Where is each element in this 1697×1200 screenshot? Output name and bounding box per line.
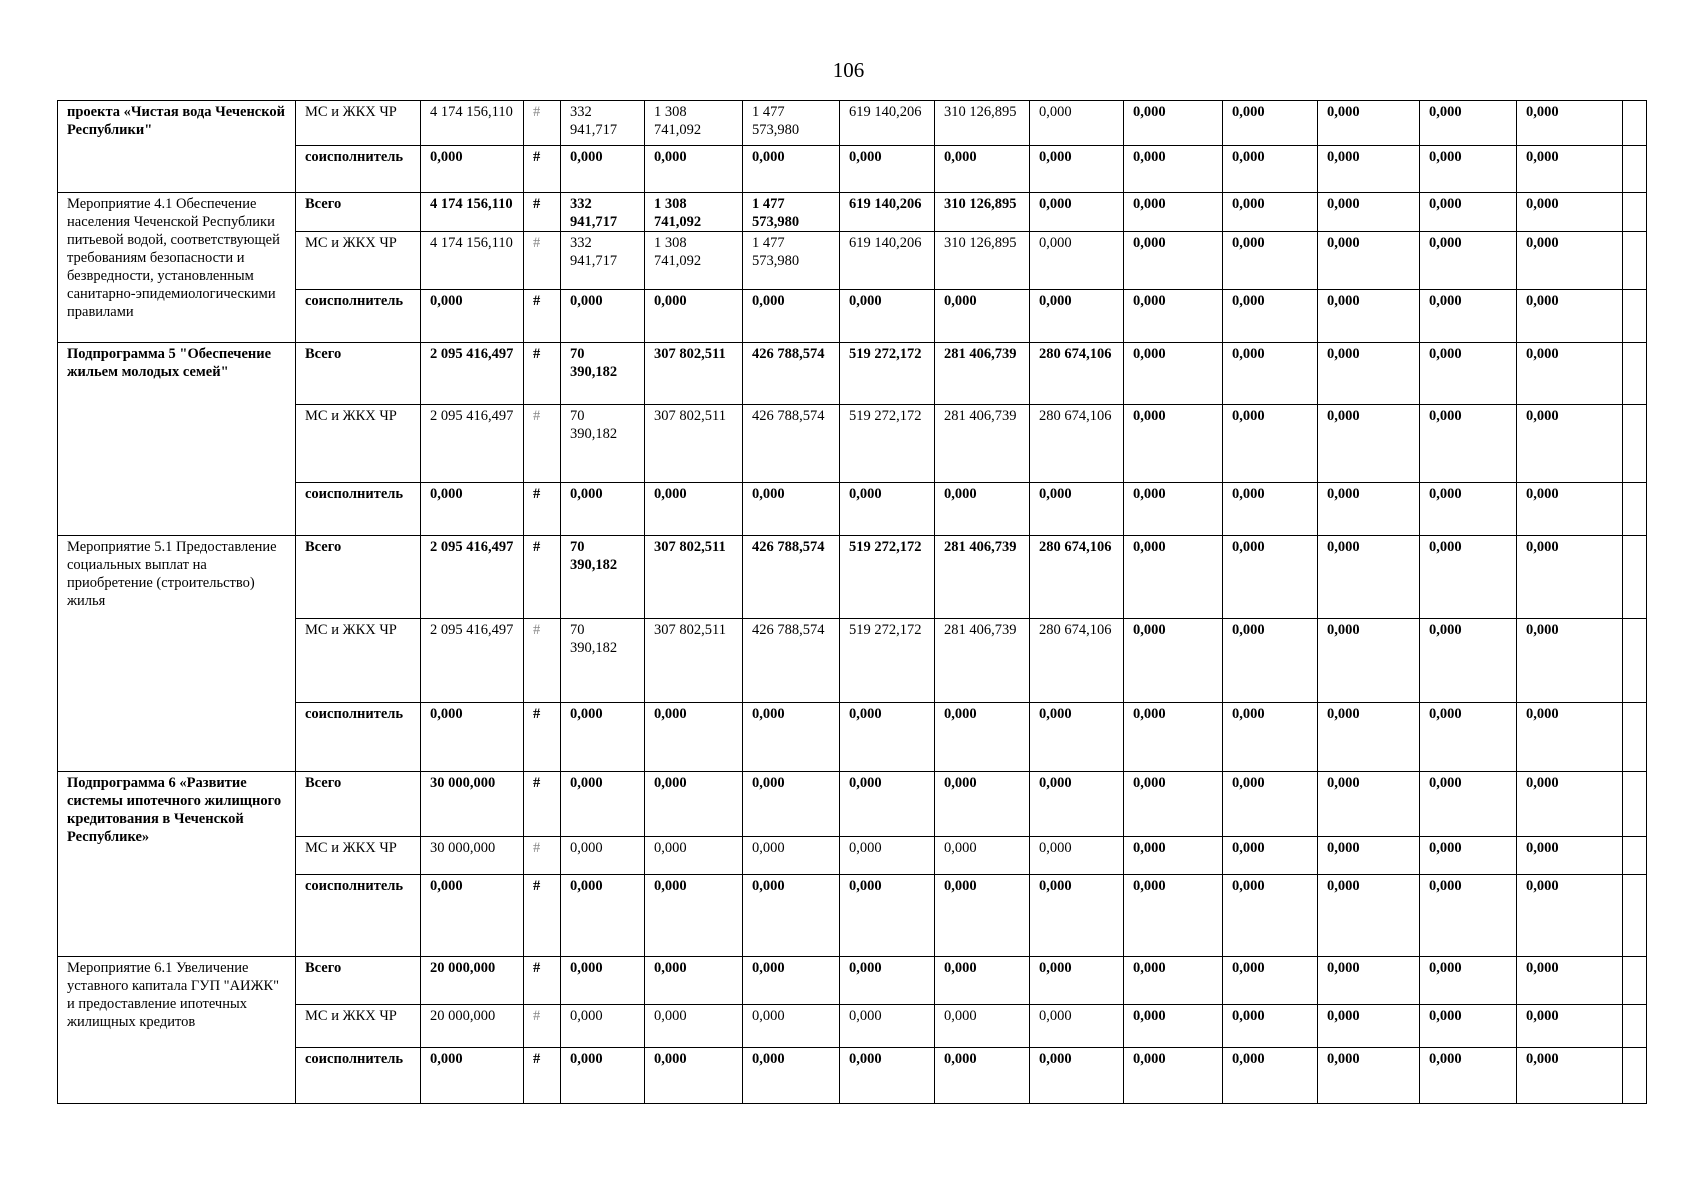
year-amount-cell: 1 477 573,980 <box>743 101 840 146</box>
funding-source-cell: соисполнитель <box>296 1048 421 1104</box>
total-amount-cell: 4 174 156,110 <box>421 101 524 146</box>
year-amount-cell: 0,000 <box>1420 193 1517 232</box>
year-amount-cell: 0,000 <box>840 1005 935 1048</box>
year-amount-cell: 0,000 <box>935 875 1030 957</box>
year-amount-cell: 0,000 <box>1318 101 1420 146</box>
year-amount-cell: 0,000 <box>1223 703 1318 772</box>
year-amount-cell: 0,000 <box>1030 232 1124 290</box>
year-amount-cell: 0,000 <box>1124 101 1223 146</box>
year-amount-cell: 0,000 <box>1318 146 1420 193</box>
year-amount-cell: 0,000 <box>743 703 840 772</box>
year-amount-cell: 0,000 <box>1030 483 1124 536</box>
year-amount-cell: 0,000 <box>1030 146 1124 193</box>
marker-cell: # <box>524 343 561 405</box>
year-amount-cell: 70 390,182 <box>561 343 645 405</box>
year-amount-cell: 332 941,717 <box>561 232 645 290</box>
funding-source-cell: МС и ЖКХ ЧР <box>296 101 421 146</box>
marker-cell: # <box>524 1048 561 1104</box>
empty-cell <box>1623 1005 1647 1048</box>
year-amount-cell: 0,000 <box>840 146 935 193</box>
budget-table <box>57 100 1647 1104</box>
year-amount-cell: 0,000 <box>1030 875 1124 957</box>
year-amount-cell: 0,000 <box>1124 772 1223 837</box>
year-amount-cell: 0,000 <box>1030 1005 1124 1048</box>
year-amount-cell: 0,000 <box>1420 1005 1517 1048</box>
year-amount-cell: 0,000 <box>561 290 645 343</box>
funding-source-cell: соисполнитель <box>296 483 421 536</box>
table-row <box>58 957 1647 1005</box>
table-row <box>58 1005 1647 1048</box>
year-amount-cell: 1 308 741,092 <box>645 193 743 232</box>
table-row <box>58 483 1647 536</box>
year-amount-cell: 332 941,717 <box>561 101 645 146</box>
year-amount-cell: 0,000 <box>1318 703 1420 772</box>
year-amount-cell: 0,000 <box>743 483 840 536</box>
year-amount-cell: 0,000 <box>1517 232 1623 290</box>
year-amount-cell: 0,000 <box>645 875 743 957</box>
year-amount-cell: 0,000 <box>1420 405 1517 483</box>
year-amount-cell: 0,000 <box>935 772 1030 837</box>
year-amount-cell: 519 272,172 <box>840 536 935 619</box>
year-amount-cell: 0,000 <box>1030 837 1124 875</box>
year-amount-cell: 0,000 <box>1030 1048 1124 1104</box>
year-amount-cell: 0,000 <box>1223 1048 1318 1104</box>
year-amount-cell: 0,000 <box>1223 146 1318 193</box>
year-amount-cell: 0,000 <box>1420 483 1517 536</box>
year-amount-cell: 0,000 <box>1420 101 1517 146</box>
year-amount-cell: 0,000 <box>1030 772 1124 837</box>
year-amount-cell: 0,000 <box>743 957 840 1005</box>
funding-source-cell: МС и ЖКХ ЧР <box>296 837 421 875</box>
funding-source-cell: Всего <box>296 536 421 619</box>
year-amount-cell: 0,000 <box>935 290 1030 343</box>
year-amount-cell: 0,000 <box>1030 957 1124 1005</box>
year-amount-cell: 0,000 <box>561 146 645 193</box>
year-amount-cell: 0,000 <box>645 483 743 536</box>
year-amount-cell: 0,000 <box>1420 837 1517 875</box>
empty-cell <box>1623 232 1647 290</box>
funding-source-cell: Всего <box>296 193 421 232</box>
year-amount-cell: 0,000 <box>1223 837 1318 875</box>
year-amount-cell: 0,000 <box>561 772 645 837</box>
year-amount-cell: 0,000 <box>1517 1005 1623 1048</box>
table-row <box>58 875 1647 957</box>
year-amount-cell: 0,000 <box>935 837 1030 875</box>
table-row <box>58 837 1647 875</box>
year-amount-cell: 426 788,574 <box>743 619 840 703</box>
table-row <box>58 232 1647 290</box>
empty-cell <box>1623 837 1647 875</box>
empty-cell <box>1623 1048 1647 1104</box>
table-row <box>58 772 1647 837</box>
year-amount-cell: 0,000 <box>1318 290 1420 343</box>
year-amount-cell: 0,000 <box>1124 837 1223 875</box>
year-amount-cell: 0,000 <box>935 483 1030 536</box>
funding-source-cell: соисполнитель <box>296 290 421 343</box>
total-amount-cell: 0,000 <box>421 146 524 193</box>
empty-cell <box>1623 290 1647 343</box>
year-amount-cell: 0,000 <box>1223 101 1318 146</box>
empty-cell <box>1623 146 1647 193</box>
marker-cell: # <box>524 1005 561 1048</box>
year-amount-cell: 0,000 <box>1318 772 1420 837</box>
year-amount-cell: 0,000 <box>1517 405 1623 483</box>
year-amount-cell: 0,000 <box>1420 957 1517 1005</box>
year-amount-cell: 0,000 <box>645 146 743 193</box>
table-row <box>58 536 1647 619</box>
year-amount-cell: 0,000 <box>743 290 840 343</box>
year-amount-cell: 0,000 <box>1223 619 1318 703</box>
year-amount-cell: 619 140,206 <box>840 193 935 232</box>
year-amount-cell: 0,000 <box>1030 193 1124 232</box>
year-amount-cell: 0,000 <box>1318 483 1420 536</box>
funding-source-cell: МС и ЖКХ ЧР <box>296 619 421 703</box>
year-amount-cell: 0,000 <box>1124 405 1223 483</box>
year-amount-cell: 0,000 <box>1318 536 1420 619</box>
year-amount-cell: 0,000 <box>1420 290 1517 343</box>
year-amount-cell: 0,000 <box>743 875 840 957</box>
program-name-cell: Мероприятие 5.1 Предоставление социальных выплат на приобретение (строительство) жилья <box>58 536 296 772</box>
year-amount-cell: 0,000 <box>1318 837 1420 875</box>
empty-cell <box>1623 343 1647 405</box>
marker-cell: # <box>524 837 561 875</box>
year-amount-cell: 0,000 <box>1517 483 1623 536</box>
program-name-cell: проекта «Чистая вода Чеченской Республики" <box>58 101 296 193</box>
funding-source-cell: МС и ЖКХ ЧР <box>296 1005 421 1048</box>
empty-cell <box>1623 483 1647 536</box>
year-amount-cell: 0,000 <box>561 875 645 957</box>
year-amount-cell: 280 674,106 <box>1030 405 1124 483</box>
year-amount-cell: 0,000 <box>561 1048 645 1104</box>
year-amount-cell: 280 674,106 <box>1030 536 1124 619</box>
year-amount-cell: 0,000 <box>1420 619 1517 703</box>
year-amount-cell: 0,000 <box>1420 343 1517 405</box>
year-amount-cell: 0,000 <box>1420 875 1517 957</box>
year-amount-cell: 0,000 <box>1124 1005 1223 1048</box>
year-amount-cell: 0,000 <box>1420 536 1517 619</box>
total-amount-cell: 4 174 156,110 <box>421 193 524 232</box>
funding-source-cell: МС и ЖКХ ЧР <box>296 405 421 483</box>
year-amount-cell: 0,000 <box>561 1005 645 1048</box>
year-amount-cell: 619 140,206 <box>840 232 935 290</box>
marker-cell: # <box>524 405 561 483</box>
year-amount-cell: 0,000 <box>1517 772 1623 837</box>
marker-cell: # <box>524 193 561 232</box>
year-amount-cell: 310 126,895 <box>935 101 1030 146</box>
year-amount-cell: 0,000 <box>1420 772 1517 837</box>
year-amount-cell: 0,000 <box>1517 193 1623 232</box>
empty-cell <box>1623 875 1647 957</box>
total-amount-cell: 0,000 <box>421 703 524 772</box>
marker-cell: # <box>524 290 561 343</box>
year-amount-cell: 0,000 <box>1318 1048 1420 1104</box>
year-amount-cell: 281 406,739 <box>935 405 1030 483</box>
year-amount-cell: 0,000 <box>645 1048 743 1104</box>
year-amount-cell: 0,000 <box>1124 146 1223 193</box>
year-amount-cell: 0,000 <box>1517 101 1623 146</box>
year-amount-cell: 0,000 <box>1517 837 1623 875</box>
year-amount-cell: 0,000 <box>561 483 645 536</box>
program-name-cell: Мероприятие 6.1 Увеличение уставного капитала ГУП "АИЖК" и предоставление ипотечных жилищных кредитов <box>58 957 296 1104</box>
marker-cell: # <box>524 957 561 1005</box>
marker-cell: # <box>524 536 561 619</box>
total-amount-cell: 30 000,000 <box>421 837 524 875</box>
table-row <box>58 343 1647 405</box>
year-amount-cell: 0,000 <box>645 957 743 1005</box>
year-amount-cell: 0,000 <box>1517 703 1623 772</box>
total-amount-cell: 2 095 416,497 <box>421 536 524 619</box>
empty-cell <box>1623 619 1647 703</box>
marker-cell: # <box>524 875 561 957</box>
year-amount-cell: 0,000 <box>743 837 840 875</box>
year-amount-cell: 0,000 <box>1517 536 1623 619</box>
year-amount-cell: 281 406,739 <box>935 619 1030 703</box>
year-amount-cell: 0,000 <box>1318 193 1420 232</box>
year-amount-cell: 0,000 <box>1318 405 1420 483</box>
funding-source-cell: соисполнитель <box>296 703 421 772</box>
year-amount-cell: 0,000 <box>1517 146 1623 193</box>
year-amount-cell: 0,000 <box>645 837 743 875</box>
year-amount-cell: 0,000 <box>1124 703 1223 772</box>
year-amount-cell: 0,000 <box>1420 703 1517 772</box>
total-amount-cell: 4 174 156,110 <box>421 232 524 290</box>
year-amount-cell: 0,000 <box>1223 290 1318 343</box>
year-amount-cell: 0,000 <box>840 957 935 1005</box>
year-amount-cell: 0,000 <box>1420 146 1517 193</box>
year-amount-cell: 0,000 <box>1517 1048 1623 1104</box>
year-amount-cell: 307 802,511 <box>645 619 743 703</box>
year-amount-cell: 519 272,172 <box>840 405 935 483</box>
marker-cell: # <box>524 232 561 290</box>
table-row <box>58 146 1647 193</box>
table-row <box>58 703 1647 772</box>
year-amount-cell: 0,000 <box>645 290 743 343</box>
year-amount-cell: 0,000 <box>1124 875 1223 957</box>
marker-cell: # <box>524 101 561 146</box>
table-row <box>58 193 1647 232</box>
funding-source-cell: соисполнитель <box>296 146 421 193</box>
marker-cell: # <box>524 146 561 193</box>
year-amount-cell: 0,000 <box>1318 1005 1420 1048</box>
year-amount-cell: 0,000 <box>645 703 743 772</box>
year-amount-cell: 0,000 <box>1124 536 1223 619</box>
total-amount-cell: 20 000,000 <box>421 957 524 1005</box>
year-amount-cell: 0,000 <box>1318 957 1420 1005</box>
total-amount-cell: 2 095 416,497 <box>421 619 524 703</box>
total-amount-cell: 0,000 <box>421 1048 524 1104</box>
funding-source-cell: соисполнитель <box>296 875 421 957</box>
year-amount-cell: 0,000 <box>935 703 1030 772</box>
year-amount-cell: 307 802,511 <box>645 343 743 405</box>
empty-cell <box>1623 703 1647 772</box>
marker-cell: # <box>524 772 561 837</box>
year-amount-cell: 0,000 <box>1318 343 1420 405</box>
funding-source-cell: Всего <box>296 772 421 837</box>
year-amount-cell: 519 272,172 <box>840 619 935 703</box>
year-amount-cell: 0,000 <box>1223 232 1318 290</box>
total-amount-cell: 2 095 416,497 <box>421 405 524 483</box>
year-amount-cell: 0,000 <box>840 772 935 837</box>
table-row <box>58 405 1647 483</box>
year-amount-cell: 310 126,895 <box>935 193 1030 232</box>
funding-source-cell: МС и ЖКХ ЧР <box>296 232 421 290</box>
year-amount-cell: 0,000 <box>840 290 935 343</box>
program-name-cell: Подпрограмма 6 «Развитие системы ипотечного жилищного кредитования в Чеченской Республике» <box>58 772 296 957</box>
year-amount-cell: 0,000 <box>1223 483 1318 536</box>
year-amount-cell: 426 788,574 <box>743 343 840 405</box>
year-amount-cell: 0,000 <box>1124 957 1223 1005</box>
year-amount-cell: 307 802,511 <box>645 405 743 483</box>
year-amount-cell: 0,000 <box>1124 483 1223 536</box>
year-amount-cell: 0,000 <box>743 772 840 837</box>
marker-cell: # <box>524 703 561 772</box>
year-amount-cell: 426 788,574 <box>743 405 840 483</box>
year-amount-cell: 0,000 <box>1124 193 1223 232</box>
year-amount-cell: 0,000 <box>645 1005 743 1048</box>
page-number: 106 <box>832 58 865 82</box>
year-amount-cell: 1 308 741,092 <box>645 232 743 290</box>
year-amount-cell: 1 308 741,092 <box>645 101 743 146</box>
year-amount-cell: 0,000 <box>1223 957 1318 1005</box>
marker-cell: # <box>524 619 561 703</box>
year-amount-cell: 280 674,106 <box>1030 343 1124 405</box>
total-amount-cell: 0,000 <box>421 290 524 343</box>
year-amount-cell: 70 390,182 <box>561 536 645 619</box>
year-amount-cell: 0,000 <box>1517 343 1623 405</box>
year-amount-cell: 0,000 <box>935 957 1030 1005</box>
funding-source-cell: Всего <box>296 343 421 405</box>
year-amount-cell: 0,000 <box>1124 232 1223 290</box>
year-amount-cell: 0,000 <box>743 1005 840 1048</box>
year-amount-cell: 0,000 <box>840 837 935 875</box>
year-amount-cell: 0,000 <box>1517 957 1623 1005</box>
funding-source-cell: Всего <box>296 957 421 1005</box>
total-amount-cell: 2 095 416,497 <box>421 343 524 405</box>
year-amount-cell: 519 272,172 <box>840 343 935 405</box>
total-amount-cell: 30 000,000 <box>421 772 524 837</box>
year-amount-cell: 0,000 <box>561 837 645 875</box>
year-amount-cell: 619 140,206 <box>840 101 935 146</box>
year-amount-cell: 281 406,739 <box>935 343 1030 405</box>
program-name-cell: Мероприятие 4.1 Обеспечение населения Чеченской Республики питьевой водой, соответствующей требованиям безопасности и безвредности, установленным санитарно-эпидемиологическими правилами <box>58 193 296 343</box>
year-amount-cell: 0,000 <box>840 703 935 772</box>
year-amount-cell: 1 477 573,980 <box>743 193 840 232</box>
year-amount-cell: 0,000 <box>743 146 840 193</box>
empty-cell <box>1623 405 1647 483</box>
year-amount-cell: 0,000 <box>743 1048 840 1104</box>
year-amount-cell: 0,000 <box>1420 232 1517 290</box>
year-amount-cell: 0,000 <box>1318 875 1420 957</box>
year-amount-cell: 0,000 <box>1030 101 1124 146</box>
year-amount-cell: 310 126,895 <box>935 232 1030 290</box>
year-amount-cell: 0,000 <box>1124 290 1223 343</box>
year-amount-cell: 0,000 <box>561 703 645 772</box>
empty-cell <box>1623 772 1647 837</box>
year-amount-cell: 0,000 <box>1318 619 1420 703</box>
year-amount-cell: 70 390,182 <box>561 619 645 703</box>
empty-cell <box>1623 193 1647 232</box>
year-amount-cell: 0,000 <box>1223 193 1318 232</box>
year-amount-cell: 0,000 <box>1124 1048 1223 1104</box>
year-amount-cell: 0,000 <box>840 483 935 536</box>
year-amount-cell: 0,000 <box>1420 1048 1517 1104</box>
table-row <box>58 1048 1647 1104</box>
year-amount-cell: 0,000 <box>1030 703 1124 772</box>
year-amount-cell: 1 477 573,980 <box>743 232 840 290</box>
empty-cell <box>1623 101 1647 146</box>
year-amount-cell: 0,000 <box>1223 772 1318 837</box>
year-amount-cell: 0,000 <box>645 772 743 837</box>
total-amount-cell: 0,000 <box>421 875 524 957</box>
year-amount-cell: 0,000 <box>1318 232 1420 290</box>
year-amount-cell: 0,000 <box>1223 405 1318 483</box>
year-amount-cell: 281 406,739 <box>935 536 1030 619</box>
table-row <box>58 101 1647 146</box>
year-amount-cell: 426 788,574 <box>743 536 840 619</box>
year-amount-cell: 0,000 <box>1223 1005 1318 1048</box>
year-amount-cell: 0,000 <box>1223 536 1318 619</box>
total-amount-cell: 20 000,000 <box>421 1005 524 1048</box>
empty-cell <box>1623 957 1647 1005</box>
marker-cell: # <box>524 483 561 536</box>
year-amount-cell: 0,000 <box>1517 875 1623 957</box>
year-amount-cell: 0,000 <box>1517 619 1623 703</box>
table-row <box>58 619 1647 703</box>
year-amount-cell: 332 941,717 <box>561 193 645 232</box>
year-amount-cell: 0,000 <box>840 875 935 957</box>
year-amount-cell: 307 802,511 <box>645 536 743 619</box>
year-amount-cell: 0,000 <box>935 146 1030 193</box>
table-row <box>58 290 1647 343</box>
total-amount-cell: 0,000 <box>421 483 524 536</box>
year-amount-cell: 0,000 <box>935 1048 1030 1104</box>
year-amount-cell: 0,000 <box>840 1048 935 1104</box>
year-amount-cell: 0,000 <box>1124 619 1223 703</box>
empty-cell <box>1623 536 1647 619</box>
year-amount-cell: 0,000 <box>1223 343 1318 405</box>
year-amount-cell: 280 674,106 <box>1030 619 1124 703</box>
year-amount-cell: 0,000 <box>1223 875 1318 957</box>
year-amount-cell: 0,000 <box>1030 290 1124 343</box>
year-amount-cell: 0,000 <box>1124 343 1223 405</box>
budget-table-body <box>58 101 1647 1104</box>
year-amount-cell: 0,000 <box>1517 290 1623 343</box>
year-amount-cell: 0,000 <box>935 1005 1030 1048</box>
year-amount-cell: 0,000 <box>561 957 645 1005</box>
year-amount-cell: 70 390,182 <box>561 405 645 483</box>
program-name-cell: Подпрограмма 5 "Обеспечение жильем молодых семей" <box>58 343 296 536</box>
